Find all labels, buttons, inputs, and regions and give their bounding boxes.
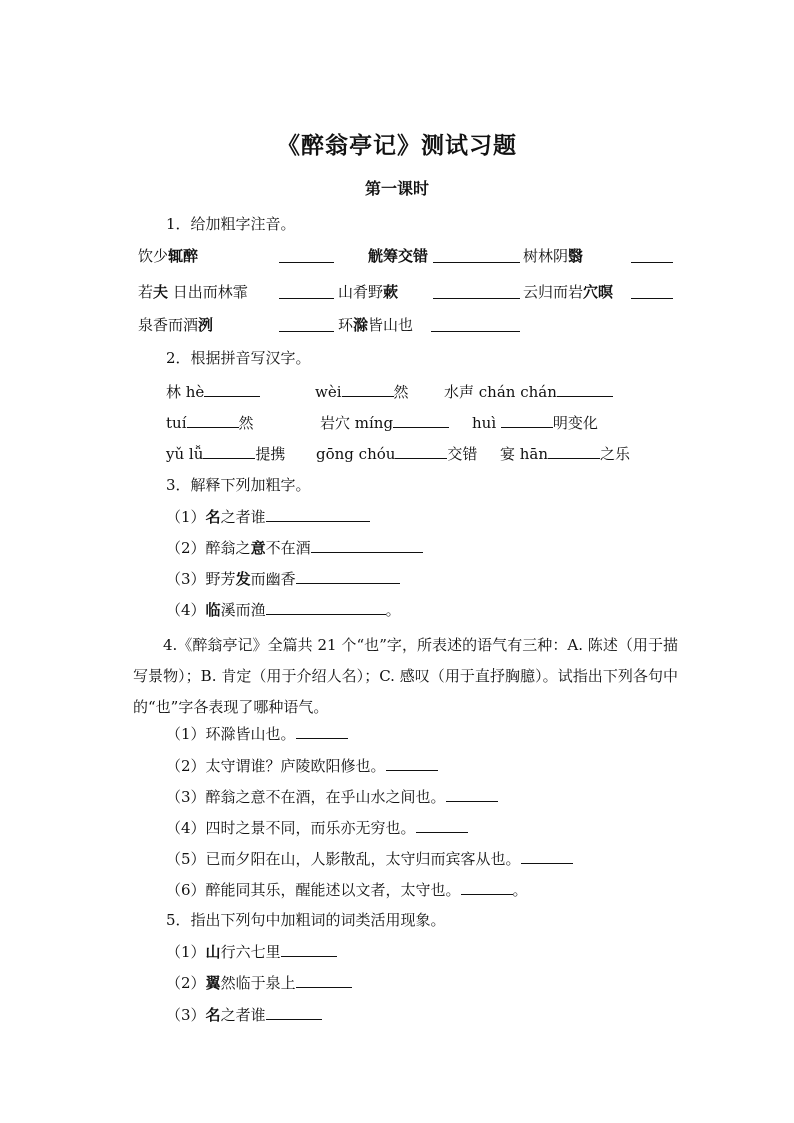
q4-item-3: （3）醉翁之意不在酒，在乎山水之间也。: [166, 786, 498, 807]
answer-blank[interactable]: [557, 381, 613, 397]
q1-item-2: 觥筹交错: [368, 247, 429, 265]
answer-blank[interactable]: [203, 443, 255, 459]
answer-blank[interactable]: [501, 412, 553, 428]
answer-blank[interactable]: [433, 247, 520, 263]
answer-blank[interactable]: [393, 412, 449, 428]
answer-blank[interactable]: [431, 316, 520, 332]
q1-item-3: 树林阴翳: [523, 247, 584, 265]
answer-blank[interactable]: [296, 568, 400, 584]
q5-item-1: （1）山行六七里: [166, 941, 337, 962]
answer-blank[interactable]: [266, 506, 370, 522]
answer-blank[interactable]: [281, 941, 337, 957]
answer-blank[interactable]: [266, 599, 386, 615]
answer-blank[interactable]: [279, 247, 334, 263]
page-title: 《醉翁亭记》测试习题: [277, 132, 517, 159]
q4-instructions: 4.《醉翁亭记》全篇共 21 个“也”字，所表述的语气有三种：A. 陈述（用于描写景物）；B. 肯定（用于介绍人名）；C. 感叹（用于直抒胸臆）。试指出下列各句中的“也”字各表现了哪种语气。: [133, 636, 678, 716]
answer-blank[interactable]: [395, 443, 447, 459]
q2-row-2c: huì 明变化: [472, 414, 598, 432]
answer-blank[interactable]: [433, 283, 520, 299]
q1-item-7: 泉香而酒洌: [138, 316, 214, 334]
q5-item-2: （2）翼然临于泉上: [166, 972, 352, 993]
q3-item-4: （4）临溪而渔 。: [166, 601, 401, 619]
q4-item-1: （1）环滁皆山也。: [166, 723, 348, 744]
q4-item-6: （6）醉能同其乐，醒能述以文者，太守也。 。: [166, 881, 528, 899]
answer-blank[interactable]: [631, 283, 673, 299]
q2-row-2: tuí 然: [166, 414, 254, 432]
q1-item-8: 环滁皆山也: [338, 316, 414, 334]
answer-blank[interactable]: [296, 972, 352, 988]
answer-blank[interactable]: [461, 879, 513, 895]
answer-blank[interactable]: [631, 247, 673, 263]
q1-item-4: 若夫 日出而林霏: [138, 283, 248, 301]
answer-blank[interactable]: [386, 755, 438, 771]
q1-heading: 1．给加粗字注音。: [166, 215, 296, 233]
q1-item-1: 饮少辄醉: [138, 247, 199, 265]
q2-row-3b: gōng chóu 交错: [316, 445, 478, 463]
q1-item-6: 云归而岩穴暝: [523, 283, 614, 301]
answer-blank[interactable]: [279, 316, 334, 332]
q5-heading: 5．指出下列句中加粗词的词类活用现象。: [166, 911, 446, 929]
q5-item-3: （3）名之者谁: [166, 1004, 322, 1025]
q3-item-1: （1）名之者谁: [166, 506, 370, 527]
answer-blank[interactable]: [279, 283, 334, 299]
answer-blank[interactable]: [266, 1004, 322, 1020]
q3-heading: 3．解释下列加粗字。: [166, 476, 311, 494]
q2-row-1c: 水声 chán chán: [444, 381, 613, 402]
answer-blank[interactable]: [342, 381, 394, 397]
q4-item-4: （4）四时之景不同，而乐亦无穷也。: [166, 817, 468, 838]
q2-row-3: yǔ lǚ 提携: [166, 445, 286, 463]
q4-item-5: （5）已而夕阳在山，人影散乱，太守归而宾客从也。: [166, 848, 573, 869]
answer-blank[interactable]: [296, 723, 348, 739]
q2-row-1b: wèi 然: [315, 383, 409, 401]
answer-blank[interactable]: [521, 848, 573, 864]
q3-item-2: （2）醉翁之意不在酒: [166, 537, 423, 558]
answer-blank[interactable]: [204, 381, 260, 397]
answer-blank[interactable]: [187, 412, 239, 428]
q2-heading: 2．根据拼音写汉字。: [166, 349, 311, 367]
q2-row-2b: 岩穴 míng: [320, 412, 449, 433]
answer-blank[interactable]: [548, 443, 600, 459]
answer-blank[interactable]: [446, 786, 498, 802]
q2-row-3c: 宴 hān 之乐: [500, 445, 631, 463]
q2-row-1: 林 hè: [166, 381, 260, 402]
lesson-subtitle: 第一课时: [364, 179, 429, 198]
q1-item-5: 山肴野蔌: [338, 283, 399, 301]
q3-item-3: （3）野芳发而幽香: [166, 568, 400, 589]
answer-blank[interactable]: [311, 537, 423, 553]
answer-blank[interactable]: [416, 817, 468, 833]
q4-item-2: （2）太守谓谁？庐陵欧阳修也。: [166, 755, 438, 776]
